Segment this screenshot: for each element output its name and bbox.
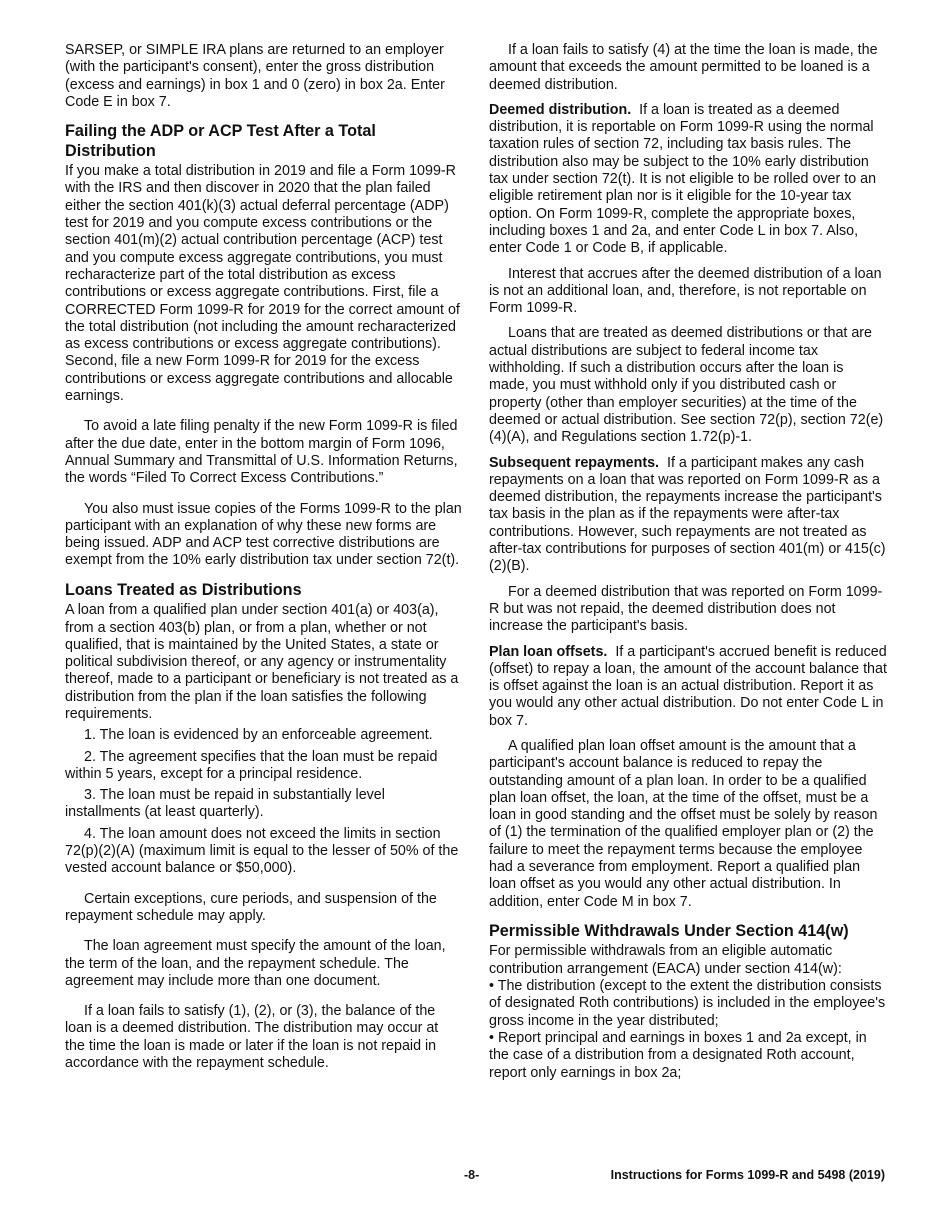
- right-column: [489, 42, 887, 1082]
- document-title: Instructions for Forms 1099-R and 5498 (2019): [610, 1168, 885, 1182]
- paragraph-subsequent-repayments: [489, 455, 887, 576]
- paragraph-text: If a participant's accrued benefit is reduced (offset) to repay a loan, the amount of the account balance that is offset against the loan is an actual distribution. Report it as you would any other actual distribution. Do not enter Code L in box 7.: [489, 643, 887, 729]
- run-in-heading-subsequent-repayments: Subsequent repayments.: [489, 454, 660, 471]
- bullet-item: • The distribution (except to the extent the distribution consists of designated Roth contributions) is included in the employee's gross income in the year distributed;: [489, 978, 886, 1029]
- paragraph-plan-loan-offsets: [489, 644, 887, 730]
- paragraph: Certain exceptions, cure periods, and suspension of the repayment schedule may apply.: [65, 890, 437, 924]
- page-number: -8-: [464, 1168, 480, 1182]
- paragraph: The loan agreement must specify the amount of the loan, the term of the loan, and the repayment schedule. The agreement may include more than one document.: [65, 938, 446, 989]
- paragraph: A qualified plan loan offset amount is the amount that a participant's account balance is reduced to repay the outstanding amount of a plan loan. In order to be a qualified plan loan offset, the loan, at the time of the offset, must be a loan in good standing and the offset must be solely by reason of (1) the termination of the qualified employer plan or (2) the failure to meet the repayment terms because the employee had a severance from employment. Report a qualified plan loan offset as you would any other actual distribution. In addition, enter Code M in box 7.: [489, 737, 878, 910]
- paragraph: A loan from a qualified plan under section 401(a) or 403(a), from a section 403(b) plan, or from a plan, whether or not qualified, that is maintained by the United States, a state or political subdivision thereof, or any agency or instrumentality thereof, made to a participant or beneficiary is not treated as a distribution from the plan if the loan satisfies the following requirements.: [65, 602, 459, 722]
- run-in-heading-plan-loan-offsets: Plan loan offsets.: [489, 643, 608, 660]
- paragraph: For permissible withdrawals from an eligible automatic contribution arrangement (EACA) under section 414(w):: [489, 943, 842, 977]
- paragraph-text: If a loan is treated as a deemed distribution, it is reportable on Form 1099-R using the normal taxation rules of section 72, including tax basis rules. The distribution also may be subject to the 10% early distribution tax under section 72(t). It is not eligible to be rolled over to an eligible retirement plan nor is it eligible for the 10-year tax option. On Form 1099-R, complete the appropriate boxes, including boxes 1 and 2a, and enter Code L in box 7. Also, enter Code 1 or Code B, if applicable.: [489, 101, 877, 257]
- section-heading-loans: Loans Treated as Distributions: [65, 580, 302, 599]
- left-column: [65, 42, 462, 1080]
- paragraph: For a deemed distribution that was reported on Form 1099-R but was not repaid, the deemed distribution does not increase the participant's basis.: [489, 583, 883, 635]
- section-heading-414w: Permissible Withdrawals Under Section 414(w): [489, 921, 849, 940]
- paragraph: You also must issue copies of the Forms 1099-R to the plan participant with an explanation of why these new forms are being issued. ADP and ACP test corrective distributions are exempt from the 10% early distribution tax under section 72(t).: [65, 500, 462, 569]
- paragraph: SARSEP, or SIMPLE IRA plans are returned to an employer (with the participant's consent), enter the gross distribution (excess and earnings) in box 1 and 0 (zero) in box 2a. Enter Code E in box 7.: [65, 42, 445, 110]
- run-in-heading-deemed-distribution: Deemed distribution.: [489, 101, 632, 118]
- paragraph: If a loan fails to satisfy (4) at the time the loan is made, the amount that exceeds the amount permitted to be loaned is a deemed distribution.: [489, 42, 878, 93]
- requirement-item: 2. The agreement specifies that the loan must be repaid within 5 years, except for a principal residence.: [65, 748, 438, 782]
- bullet-item: • Report principal and earnings in boxes 1 and 2a except, in the case of a distribution from a designated Roth account, report only earnings in box 2a;: [489, 1029, 867, 1081]
- section-heading-adp-acp: Failing the ADP or ACP Test After a Total Distribution: [65, 122, 376, 160]
- paragraph: If a loan fails to satisfy (1), (2), or (3), the balance of the loan is a deemed distribution. The distribution may occur at the time the loan is made or later if the loan is not repaid in accordance with the repayment schedule.: [65, 1003, 439, 1072]
- paragraph: To avoid a late filing penalty if the new Form 1099-R is filed after the due date, enter in the bottom margin of Form 1096, Annual Summary and Transmittal of U.S. Information Returns, the words “Filed To Correct Excess Contributions.”: [65, 418, 458, 487]
- paragraph: If you make a total distribution in 2019 and file a Form 1099-R with the IRS and then discover in 2020 that the plan failed either the section 401(k)(3) actual deferral percentage (ADP) test for 2019 and you compute excess contributions or the section 401(m)(2) actual contribution percentage (ACP) test and you compute excess aggregate contributions, you must recharacterize part of the total distribution as excess contributions or excess aggregate contributions. First, file a CORRECTED Form 1099-R for 2019 for the correct amount of the total distribution (not including the amount recharacterized as excess contributions or excess aggregate contributions). Second, file a new Form 1099-R for 2019 for the excess contributions or excess aggregate contributions and allocable earnings.: [65, 163, 460, 405]
- paragraph-deemed-distribution: [489, 102, 887, 258]
- requirement-item: 4. The loan amount does not exceed the limits in section 72(p)(2)(A) (maximum limit is equal to the lesser of 50% of the vested account balance or $50,000).: [65, 825, 459, 877]
- paragraph: Interest that accrues after the deemed distribution of a loan is not an additional loan, and, therefore, is not reportable on Form 1099-R.: [489, 265, 882, 317]
- paragraph: Loans that are treated as deemed distributions or that are actual distributions are subject to federal income tax withholding. If such a distribution occurs after the loan is made, you must withhold only if you distributed cash or property (other than employer securities) at the time of the deemed or actual distribution. See section 72(p), section 72(e)(4)(A), and Regulations section 1.72(p)-1.: [489, 325, 884, 446]
- paragraph-text: If a participant makes any cash repayments on a loan that was reported on Form 1099-R as a deemed distribution, the repayments increase the participant's tax basis in the plan as if the repayments were after-tax contributions. However, such repayments are not treated as after-tax contributions for purposes of section 401(m) or 415(c)(2)(B).: [489, 454, 886, 575]
- requirement-item: 1. The loan is evidenced by an enforceable agreement.: [84, 727, 433, 744]
- requirement-item: 3. The loan must be repaid in substantially level installments (at least quarterly).: [65, 787, 385, 821]
